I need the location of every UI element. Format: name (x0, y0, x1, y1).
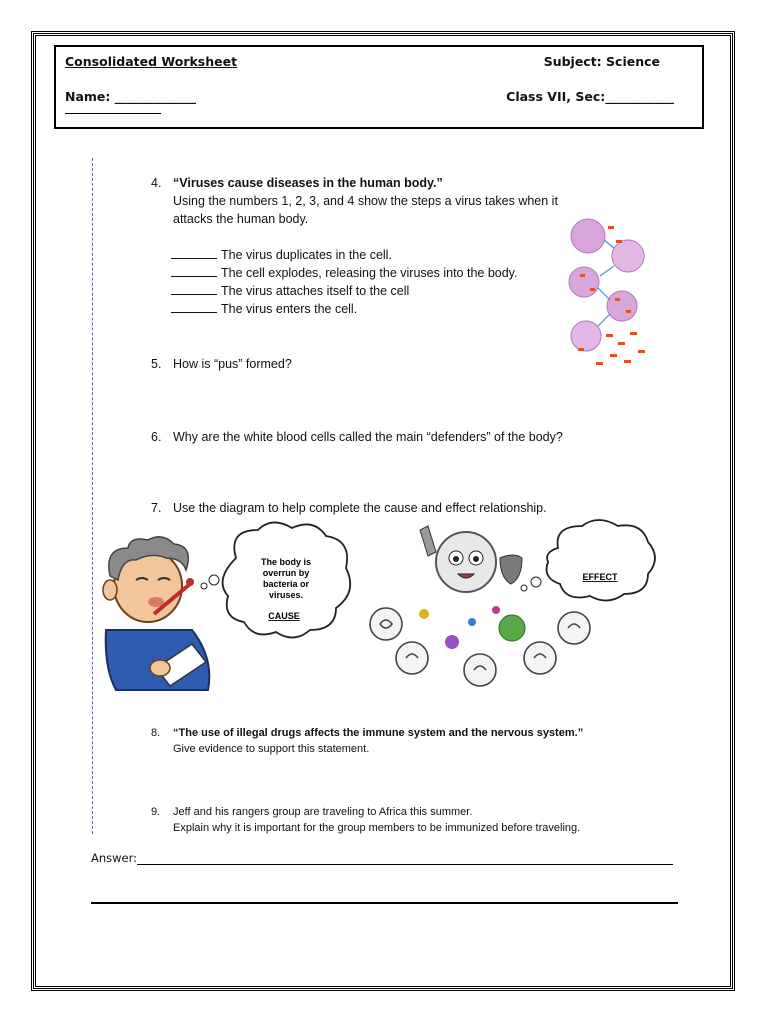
cause-bubble-line: viruses. (268, 590, 304, 600)
worksheet-header (54, 45, 704, 129)
step-item: The cell explodes, releasing the viruses into the body. (171, 264, 517, 282)
name-field[interactable]: Name: _____________ (65, 89, 196, 104)
effect-thought-bubble (521, 520, 655, 601)
question-number: 6. (151, 430, 162, 444)
name-continuation-line (65, 113, 161, 114)
class-section-field[interactable]: Class VII, Sec:___________ (506, 89, 674, 104)
worksheet-title: Consolidated Worksheet (65, 54, 238, 69)
subject-label: Subject: Science (543, 54, 660, 69)
question-7-text: Use the diagram to help complete the cause and effect relationship. (173, 501, 547, 515)
answer-line[interactable] (137, 864, 673, 865)
step-item: The virus enters the cell. (171, 300, 517, 318)
question-number: 5. (151, 357, 162, 371)
question-number: 8. (151, 727, 161, 739)
question-8-quote: “The use of illegal drugs affects the immune system and the nervous system.” (173, 727, 584, 739)
cause-effect-diagram (96, 518, 662, 696)
question-9-line2: Explain why it is important for the group members to be immunized before traveling. (173, 822, 581, 834)
answer-line-2[interactable] (91, 902, 678, 904)
question-6-text: Why are the white blood cells called the main “defenders” of the body? (173, 430, 563, 444)
sick-boy-illustration (103, 537, 209, 690)
cell-shape (612, 240, 644, 272)
margin-line (92, 158, 93, 834)
cause-bubble-line: The body is (260, 557, 312, 567)
effect-label: EFFECT (582, 572, 618, 582)
question-4-line1: Using the numbers 1, 2, 3, and 4 show the steps a virus takes when it (173, 194, 558, 208)
cell-shape (569, 267, 599, 297)
germ-particles (419, 606, 525, 649)
question-8-line2: Give evidence to support this statement. (173, 743, 370, 755)
step-item: The virus duplicates in the cell. (171, 246, 517, 264)
cause-bubble-line: bacteria or (262, 579, 310, 589)
white-blood-cells (370, 608, 590, 686)
step-item: The virus attaches itself to the cell (171, 282, 517, 300)
step-blank[interactable] (171, 264, 217, 277)
question-9-line1: Jeff and his rangers group are traveling to Africa this summer. (173, 806, 473, 818)
cell-shape (571, 219, 605, 253)
cause-label: CAUSE (268, 611, 300, 621)
question-number: 7. (151, 501, 162, 515)
cell-shape (607, 291, 637, 321)
white-blood-cell-illustration (420, 526, 522, 592)
cell-shape (571, 321, 601, 351)
question-4-quote: “Viruses cause diseases in the human body.” (173, 176, 443, 190)
question-number: 4. (151, 176, 162, 190)
step-blank[interactable] (171, 282, 217, 295)
question-5-text: How is “pus” formed? (173, 357, 292, 371)
virus-lifecycle-illustration (560, 214, 652, 376)
question-4-line2: attacks the human body. (173, 212, 309, 226)
question-number: 9. (151, 806, 161, 818)
answer-label: Answer: (91, 851, 138, 865)
cause-bubble-line: overrun by (262, 568, 310, 578)
cause-thought-bubble (201, 522, 350, 637)
virus-steps-list (171, 246, 517, 318)
step-blank[interactable] (171, 300, 217, 313)
step-blank[interactable] (171, 246, 217, 259)
